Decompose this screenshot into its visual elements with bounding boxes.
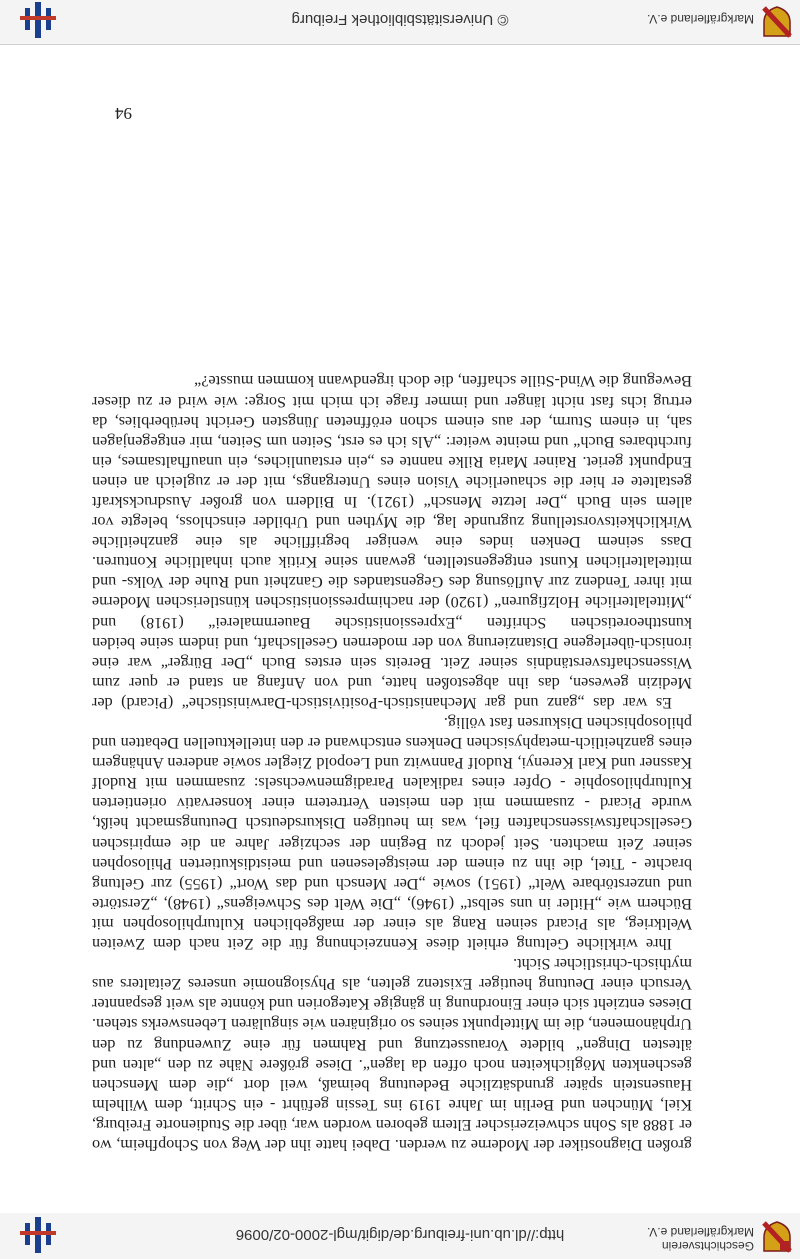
paragraph-2: Ihre wirkliche Geltung erhielt diese Kennzeichnung für die Zeit nach dem Zweiten Weltkrieg, als Picard seinen Rang als einer der maßgeblichen Kulturphilosophen mit Büchern wie „Hitler in uns selbst“ (1946), „Die Welt des Schweigens“ (1948), „Zerstörte und unzerstörbare Welt“ (1951) sowie „Der Mensch und das Wort“ (1955) zur Geltung brachte - Titel, die ihn zu einem der meistgelesenen und meistdiskutierten Philosophen seiner Zeit machten. Seit jedoch zu Beginn der sechziger Jahre an die empirischen Gesellschaftswissenschaften fiel, was im heutigen Diskursdeutsch Deutungsmacht heißt, wurde Picard - zusammen mit den meisten Vertretern einer konservativ orientierten Kulturphilosophie - Opfer eines radikalen Paradigmenwechsels: zusammen mit Rudolf Kassner und Karl Kerenyi, Rudolf Pannwitz und Leopold Ziegler sowie anderen Anhängern eines ganzheitlich-metaphysischen Denkens entschwand er den intellektuellen Debatten und philosophischen Diskursen fast völlig.: [92, 714, 692, 954]
body-text: [92, 371, 692, 1155]
viewer-header: [0, 1212, 800, 1259]
university-logo-icon: [20, 2, 56, 38]
page-number: 94: [115, 104, 132, 123]
footer-society: Markgräflerland e.V.: [647, 12, 754, 26]
document-url[interactable]: http://dl.ub.uni-freiburg.de/digit/mgl-2000-02/0096: [235, 1226, 565, 1243]
university-logo-icon: [20, 1217, 56, 1253]
paragraph-3: Es war das „ganz und gar Mechanistisch-Positivistisch-Darwinistische“ (Picard) der Medizin gewesen, das ihn abgestoßen hatte, und von Anfang an stand er quer zum Wissenschaftsverständnis seiner Zeit. Bereits sein erstes Buch „Der Bürger“ war eine ironisch-überlegene Distanzierung von der modernen Gesellschaft, und indem seine beiden kunsttheoretischen Schriften „Expressionistische Bauernmalerei“ (1918) und „Mittelalterliche Holzfiguren“ (1920) der nachimpressionistischen künstlerischen Moderne mit ihrer Tendenz zur Auflösung des Gegenstandes die Ganzheit und Ruhe der Volks- und mittelalterlichen Kunst entgegenstellten, gewann seine Kritik auch inhaltliche Konturen. Dass seinem Denken indes eine weniger begriffliche als eine ganzheitliche Wirklichkeitsvorstellung zugrunde lag, die Mythen und Urbilder einschloss, belegte vor allem sein Buch „Der letzte Mensch“ (1921). In Bildern von großer Ausdruckskraft gestaltete er hier die schauerliche Vision eines Untergangs, mit der er zugleich an einen Endpunkt geriet. Rainer Maria Rilke nannte es „ein erstaunliches, ein unaufhaltsames, ein furchtbares Buch“ und meinte weiter: „Als ich es erst, Seiten um Seiten, mir entgegenjagen sah, in einem Sturm, der aus einem schon eröffneten Jüngsten Gericht herüberblies, da ertrug ichs fast nicht länger und immer frage ich mich mit Sorge: wie wird er zu dieser Bewegung die Wind-Stille schaffen, die doch irgendwann kommen musste?“: [92, 372, 692, 712]
library-credit: © Universitätsbibliothek Freiburg: [291, 11, 509, 28]
paragraph-1: großen Diagnostiker der Moderne zu werden. Dabei hatte ihn der Weg von Schopfheim, wo er 1888 als Sohn schweizerischer Eltern geboren worden war, über die Studienorte Freiburg, Kiel, München und Berlin im Jahre 1919 ins Tessin geführt - ein Schritt, dem Wilhelm Hausenstein später grundsätzliche Bedeutung beimaß, weil dort „die dem Menschen geschenkten Möglichkeiten noch offen da lagen“. Diese größere Nähe zu den „alten und ältesten Dingen“ bildete Voraussetzung und Rahmen für eine Zuwendung zu den Urphänomenen, die im Mittelpunkt seines so originären wie singulären Lebenswerks stehen. Dieses entzieht sich einer Einordnung in gängige Kategorien und könnte als weit gespannter Versuch einer Deutung heutiger Existenz gelten, als Physiognomie unseres Zeitalters aus mythisch-christlicher Sicht.: [92, 955, 692, 1154]
society-name: Geschichtsverein Markgräflerland e.V.: [647, 1225, 754, 1253]
scanned-page: [0, 45, 800, 1213]
viewer-footer: [0, 0, 800, 45]
